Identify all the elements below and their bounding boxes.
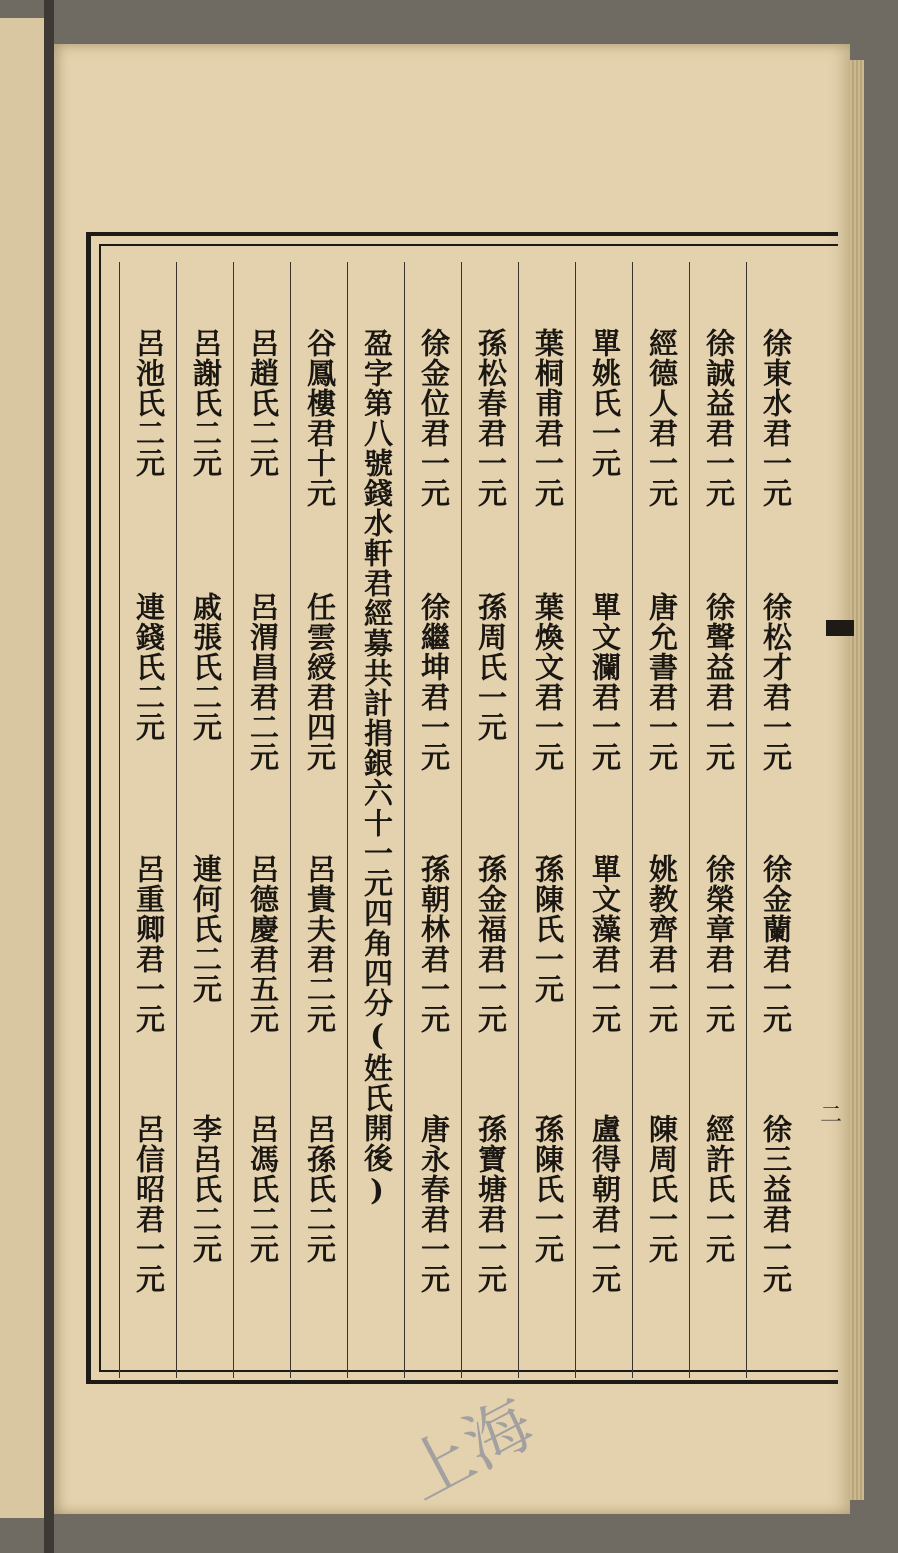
donor-entry: 葉煥文君一元: [531, 592, 565, 772]
donor-entry: 呂德慶君五元: [246, 854, 280, 1034]
donor-entry: 呂趙氏二元: [246, 328, 280, 478]
donor-entry: 單姚氏一元: [588, 328, 622, 478]
donor-entry: 姚教齊君一元: [645, 854, 679, 1034]
donor-column-8: [290, 262, 347, 1378]
frame-inner-top-rule: [99, 244, 838, 246]
donor-entry: 孫陳氏一元: [531, 1114, 565, 1264]
section-heading: 盈字第八號錢水軒君經募共計捐銀六十一元四角四分(姓氏開後): [360, 328, 394, 1208]
previous-page-edge: [0, 18, 46, 1518]
donor-column-11: [119, 262, 176, 1378]
donor-entry: 孫陳氏一元: [531, 854, 565, 1004]
donor-entry: 經德人君一元: [645, 328, 679, 508]
donor-entry: 唐允書君一元: [645, 592, 679, 772]
donor-entry: 李呂氏二元: [189, 1114, 223, 1264]
donor-column-6: [461, 262, 518, 1378]
donor-entry: 呂孫氏二元: [303, 1114, 337, 1264]
donor-entry: 孫周氏一元: [474, 592, 508, 742]
donor-entry: 呂池氏二元: [132, 328, 166, 478]
donor-entry: 盧得朝君一元: [588, 1114, 622, 1294]
donor-entry: 陳周氏一元: [645, 1114, 679, 1264]
donor-entry: 徐松才君一元: [759, 592, 793, 772]
donor-entry: 單文瀾君一元: [588, 592, 622, 772]
fishtail-mark: [826, 620, 854, 636]
donor-column-7: [404, 262, 461, 1378]
donor-entry: 連錢氏二元: [132, 592, 166, 742]
donor-entry: 谷鳳樓君十元: [303, 328, 337, 508]
donor-column-5: [518, 262, 575, 1378]
donor-column-1: [746, 262, 803, 1378]
donor-entry: 呂信昭君一元: [132, 1114, 166, 1294]
donor-entry: 徐金蘭君一元: [759, 854, 793, 1034]
donor-entry: 徐繼坤君一元: [417, 592, 451, 772]
donor-entry: 孫寶塘君一元: [474, 1114, 508, 1294]
donor-entry: 經許氏一元: [702, 1114, 736, 1264]
donor-entry: 徐聲益君一元: [702, 592, 736, 772]
page-stack-edge: [850, 60, 864, 1500]
donor-entry: 孫松春君一元: [474, 328, 508, 508]
donor-entry: 戚張氏二元: [189, 592, 223, 742]
donor-entry: 呂渭昌君二元: [246, 592, 280, 772]
donor-entry: 徐榮章君一元: [702, 854, 736, 1034]
page-number: 二: [820, 1103, 843, 1128]
donor-entry: 呂重卿君一元: [132, 854, 166, 1034]
donor-entry: 孫朝林君一元: [417, 854, 451, 1034]
donor-entry: 孫金福君一元: [474, 854, 508, 1034]
book-gutter: [44, 0, 54, 1553]
donor-entry: 連何氏二元: [189, 854, 223, 1004]
donor-column-9: [233, 262, 290, 1378]
donor-entry: 唐永春君一元: [417, 1114, 451, 1294]
donor-column-10: [176, 262, 233, 1378]
library-stamp: 上海: [392, 1384, 546, 1515]
donor-entry: 單文藻君一元: [588, 854, 622, 1034]
donor-entry: 呂貴夫君二元: [303, 854, 337, 1034]
donor-entry: 徐東水君一元: [759, 328, 793, 508]
donor-column-4: [575, 262, 632, 1378]
donor-column-3: [632, 262, 689, 1378]
donor-entry: 徐三益君一元: [759, 1114, 793, 1294]
donor-entry: 任雲綬君四元: [303, 592, 337, 772]
donor-entry: 呂謝氏二元: [189, 328, 223, 478]
donor-entry: 呂馮氏二元: [246, 1114, 280, 1264]
donor-entry: 徐誠益君一元: [702, 328, 736, 508]
donor-entry: 葉桐甫君一元: [531, 328, 565, 508]
donor-column-2: [689, 262, 746, 1378]
donor-entry: 徐金位君一元: [417, 328, 451, 508]
heading-column: [347, 262, 404, 1378]
frame-inner-rule: [99, 244, 101, 1372]
